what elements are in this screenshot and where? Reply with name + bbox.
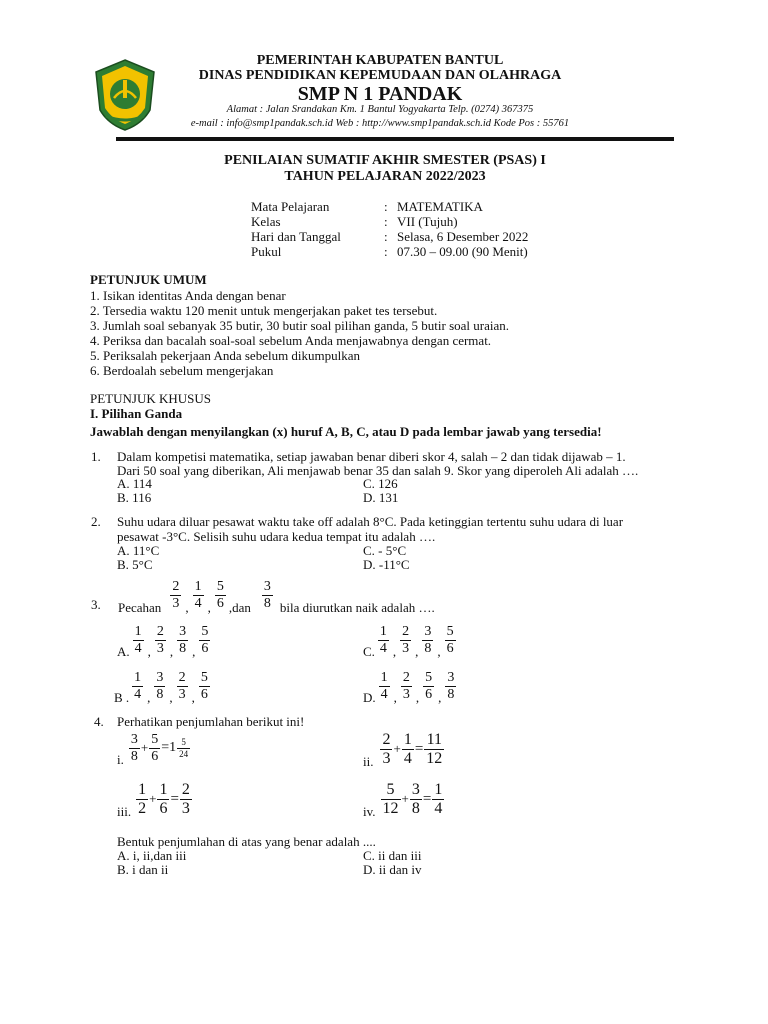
fraction: $\frac{3}{8}$	[130, 731, 138, 764]
general-item: 2. Tersedia waktu 120 menit untuk mengerjakan paket tes tersebut.	[90, 303, 438, 318]
option-a[interactable]: A. 11°C	[117, 543, 160, 558]
fraction: $\frac{1}{4}$	[194, 578, 202, 611]
fraction: $\frac{3}{8}$	[263, 578, 271, 611]
fraction: $\frac{3}{8}$	[447, 669, 455, 702]
stem-post: bila diurutkan naik adalah ….	[279, 600, 435, 615]
question-text: Perhatikan penjumlahan berikut ini!	[117, 714, 305, 729]
fraction: $\frac{1}{4}$	[379, 623, 387, 656]
exam-year: TAHUN PELAJARAN 2022/2023	[284, 169, 486, 184]
fraction: $\frac{5}{6}$	[446, 623, 454, 656]
fraction: $\frac{2}{3}$	[178, 669, 186, 702]
fraction: $\frac{1}{4}$	[403, 730, 412, 767]
question-number: 2.	[91, 514, 101, 529]
stem-and: ,dan	[228, 600, 251, 615]
fraction: $\frac{1}{6}$	[159, 780, 168, 817]
plus-sign: +	[149, 791, 157, 806]
fraction: $\frac{5}{6}$	[200, 669, 208, 702]
info-value: 07.30 – 09.00 (90 Menit)	[397, 244, 528, 259]
fraction: $\frac{5}{6}$	[201, 623, 209, 656]
option-b[interactable]: B . $\frac{1}{4}$ , $\frac{3}{8}$ , $\frac{2}{3}$ , $\frac{5}{6}$	[114, 669, 208, 705]
fraction: $\frac{1}{4}$	[434, 780, 443, 817]
info-colon: :	[384, 244, 388, 259]
fraction: $\frac{5}{12}$	[382, 780, 399, 817]
fraction: $\frac{1}{4}$	[134, 623, 142, 656]
question-text: Dalam kompetisi matematika, setiap jawaban benar diberi skor 4, salah – 2 dan tidak dijawab – 1.	[117, 449, 626, 464]
equals-sign: =	[414, 740, 424, 757]
general-item: 3. Jumlah soal sebanyak 35 butir, 30 butir soal pilihan ganda, 5 butir soal uraian.	[90, 318, 510, 333]
option-d[interactable]: D. -11°C	[363, 557, 410, 572]
section-title: I. Pilihan Ganda	[90, 406, 183, 421]
fraction: $\frac{5}{6}$	[151, 731, 159, 764]
fraction: $\frac{5}{6}$	[425, 669, 433, 702]
option-c[interactable]: C. - 5°C	[363, 543, 407, 558]
info-label: Kelas	[251, 214, 281, 229]
general-item: 5. Periksalah pekerjaan Anda sebelum dikumpulkan	[90, 348, 361, 363]
whole-number: 1	[169, 740, 177, 755]
fraction: $\frac{2}{3}$	[172, 578, 180, 611]
option-d[interactable]: D. $\frac{1}{4}$ , $\frac{2}{3}$ , $\frac{5}{6}$ , $\frac{3}{8}$	[363, 669, 455, 705]
question-number: 4.	[94, 714, 104, 729]
option-c[interactable]: C. $\frac{1}{4}$ , $\frac{2}{3}$ , $\frac{3}{8}$ , $\frac{5}{6}$	[363, 623, 454, 659]
school-contact: e-mail : info@smp1pandak.sch.id Web : http://www.smp1pandak.sch.id Kode Pos : 55761	[190, 118, 570, 129]
question-text: Suhu udara diluar pesawat waktu take off adalah 8°C. Pada ketinggian tertentu suhu udara di luar	[117, 514, 624, 529]
sum-item-i: i. $\frac{3}{8}$ + $\frac{5}{6}$ = 1 $\frac{5}{24}$	[117, 731, 189, 767]
letterhead-rule	[116, 137, 674, 141]
question-number: 3.	[91, 597, 101, 612]
sum-item-iii: iii. $\frac{1}{2}$ + $\frac{1}{6}$ = $\frac{2}{3}$	[117, 780, 190, 819]
info-value: MATEMATIKA	[397, 199, 483, 214]
sum-item-ii: ii. $\frac{2}{3}$ + $\frac{1}{4}$ = $\frac{11}{12}$	[363, 730, 443, 769]
fraction: $\frac{3}{8}$	[424, 623, 432, 656]
equals-sign: =	[422, 790, 432, 807]
info-value: VII (Tujuh)	[397, 214, 458, 229]
equals-sign: =	[170, 790, 179, 807]
option-b[interactable]: B. 5°C	[117, 557, 153, 572]
sum-item-iv: iv. $\frac{5}{12}$ + $\frac{3}{8}$ = $\frac{1}{4}$	[363, 780, 443, 819]
option-a[interactable]: A. 114	[117, 476, 152, 491]
general-item: 1. Isikan identitas Anda dengan benar	[90, 288, 286, 303]
option-b[interactable]: B. 116	[117, 490, 152, 505]
section-instruction: Jawablah dengan menyilangkan (x) huruf A, B, C, atau D pada lembar jawab yang tersedia!	[90, 424, 602, 439]
plus-sign: +	[140, 740, 149, 755]
fraction: $\frac{11}{12}$	[426, 730, 443, 767]
info-colon: :	[384, 229, 388, 244]
stem-pre: Pecahan	[118, 600, 162, 615]
info-colon: :	[384, 214, 388, 229]
exam-title: PENILAIAN SUMATIF AKHIR SMESTER (PSAS) I	[224, 153, 546, 168]
plus-sign: +	[401, 791, 409, 806]
equals-sign: =	[161, 740, 170, 755]
fraction: $\frac{1}{4}$	[134, 669, 142, 702]
fraction: $\frac{1}{4}$	[380, 669, 388, 702]
school-address: Alamat : Jalan Srandakan Km. 1 Bantul Yogyakarta Telp. (0274) 367375	[226, 104, 534, 115]
question-number: 1.	[91, 449, 101, 464]
fraction: $\frac{3}{8}$	[411, 780, 420, 817]
info-label: Mata Pelajaran	[251, 199, 330, 214]
fraction: $\frac{3}{8}$	[179, 623, 187, 656]
fraction: $\frac{2}{3}$	[402, 623, 410, 656]
gov-line: PEMERINTAH KABUPATEN BANTUL	[256, 53, 504, 68]
fraction: $\frac{5}{6}$	[216, 578, 224, 611]
option-c[interactable]: C. ii dan iii	[363, 848, 422, 863]
fraction: $\frac{5}{24}$	[179, 736, 189, 759]
plus-sign: +	[393, 741, 401, 756]
question-text: Dari 50 soal yang diberikan, Ali menjawab benar 35 dan salah 9. Skor yang diperoleh Ali adalah ….	[117, 463, 639, 478]
question-stem	[118, 574, 435, 616]
fraction: $\frac{2}{3}$	[156, 623, 164, 656]
question-text: Bentuk penjumlahan di atas yang benar adalah ....	[117, 834, 376, 849]
special-heading: PETUNJUK KHUSUS	[90, 391, 211, 406]
general-item: 4. Periksa dan bacalah soal-soal sebelum Anda menjawabnya dengan cermat.	[90, 333, 492, 348]
school-name: SMP N 1 PANDAK	[297, 83, 463, 105]
info-colon: :	[384, 199, 388, 214]
fraction: $\frac{2}{3}$	[402, 669, 410, 702]
option-d[interactable]: D. ii dan iv	[363, 862, 422, 877]
fraction: $\frac{3}{8}$	[156, 669, 164, 702]
option-d[interactable]: D. 131	[363, 490, 399, 505]
option-b[interactable]: B. i dan ii	[117, 862, 169, 877]
option-a[interactable]: A. $\frac{1}{4}$ , $\frac{2}{3}$ , $\frac{3}{8}$ , $\frac{5}{6}$	[117, 623, 209, 659]
fraction: $\frac{2}{3}$	[181, 780, 190, 817]
option-c[interactable]: C. 126	[363, 476, 398, 491]
comma: ,	[207, 600, 211, 615]
dept-line: DINAS PENDIDIKAN KEPEMUDAAN DAN OLAHRAGA	[198, 68, 562, 83]
fraction: $\frac{2}{3}$	[382, 730, 391, 767]
option-a[interactable]: A. i, ii,dan iii	[117, 848, 187, 863]
info-label: Pukul	[251, 244, 282, 259]
info-label: Hari dan Tanggal	[251, 229, 341, 244]
comma: ,	[185, 600, 189, 615]
general-heading: PETUNJUK UMUM	[90, 272, 207, 287]
fraction: $\frac{1}{2}$	[138, 780, 147, 817]
general-item: 6. Berdoalah sebelum mengerjakan	[90, 363, 274, 378]
info-value: Selasa, 6 Desember 2022	[397, 229, 529, 244]
question-text: pesawat -3°C. Selisih suhu udara kedua tempat itu adalah ….	[117, 529, 436, 544]
